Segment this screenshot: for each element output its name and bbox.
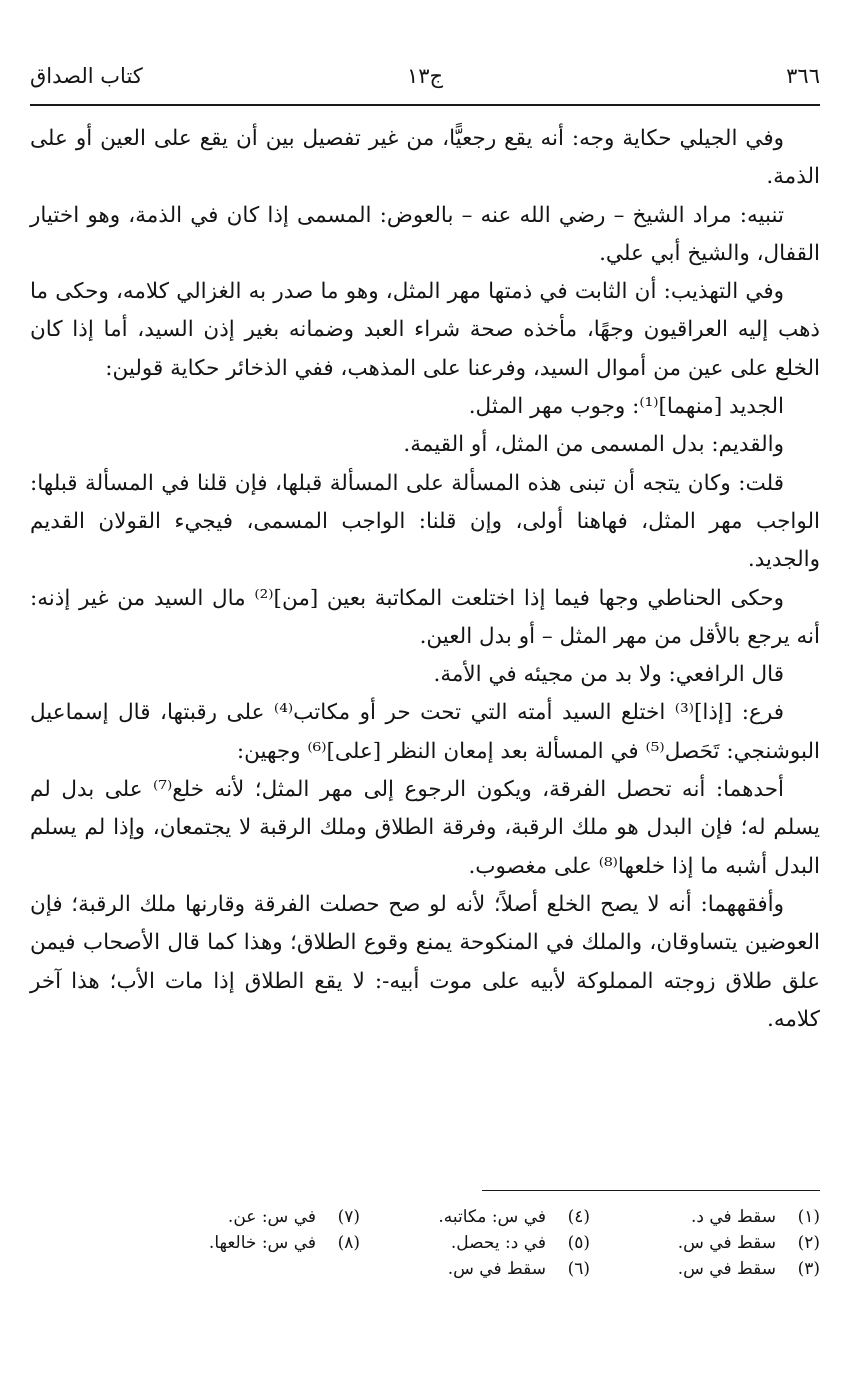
paragraph: وأفقههما: أنه لا يصح الخلع أصلاً؛ لأنه لو صح حصلت الفرقة وقارنها ملك الرقبة؛ فإن العوضين يتساوقان، والملك في المنكوحة يمنع وقوع الطلاق؛ وهذا كما قال الأصحاب فيمن علق طلاق زوجته المملوكة لأبيه على موت أبيه-: لا يقع الطلاق إذا مات الأب؛ هذا آخر كلامه. — [30, 891, 820, 1032]
main-text — [30, 120, 820, 1039]
paragraph: فرع: [إذا]⁽³⁾ اختلع السيد أمته التي تحت حر أو مكاتب⁽⁴⁾ على رقبتها، قال إسماعيل البوشنجي: تَحَصل⁽⁵⁾ في المسألة بعد إمعان النظر [على]⁽⁶⁾ وجهين: — [30, 700, 820, 764]
page-header — [30, 64, 820, 98]
footnote-rule — [482, 1190, 820, 1191]
footnote-column — [360, 1204, 590, 1282]
paragraph: الجديد [منهما]⁽¹⁾: وجوب مهر المثل. — [468, 394, 784, 420]
footnote — [360, 1204, 590, 1230]
footnote-text: في س: عن. — [227, 1207, 316, 1227]
footnote-text: في د: يحصل. — [450, 1233, 546, 1253]
paragraph: وفي التهذيب: أن الثابت في ذمتها مهر المثل، وهو ما صدر به الغزالي كلامه، وحكى ما ذهب إليه العراقيون وجهًا، مأخذه صحة شراء العبد وضمانه بغير إذن السيد، أما إذا كان الخلع على عين من أموال السيد، وفرعنا على المذهب، ففي الذخائر حكاية قولين: — [30, 279, 820, 381]
footnote-text: سقط في س. — [447, 1259, 546, 1279]
footnote-text: سقط في س. — [677, 1233, 776, 1253]
volume-number: ج١٣ — [406, 64, 444, 88]
footnote-number: (٥) — [567, 1233, 590, 1253]
book-title: كتاب الصداق — [30, 64, 143, 88]
paragraph: والقديم: بدل المسمى من المثل، أو القيمة. — [403, 432, 784, 458]
footnote — [590, 1230, 820, 1256]
footnote-number: (٧) — [337, 1207, 360, 1227]
footnote-text: في س: مكاتبه. — [438, 1207, 546, 1227]
footnote-column — [590, 1204, 820, 1282]
footnote-number: (٣) — [797, 1259, 820, 1279]
footnote — [360, 1256, 590, 1282]
footnote — [590, 1204, 820, 1230]
footnote-number: (٨) — [337, 1233, 360, 1253]
header-rule — [30, 104, 820, 106]
footnote-number: (٦) — [567, 1259, 590, 1279]
footnote-number: (٢) — [797, 1233, 820, 1253]
paragraph: قال الرافعي: ولا بد من مجيئه في الأمة. — [433, 662, 784, 688]
footnote — [130, 1204, 360, 1230]
paragraph: وفي الجيلي حكاية وجه: أنه يقع رجعيًّا، من غير تفصيل بين أن يقع على العين أو على الذمة. — [30, 126, 820, 190]
footnote-number: (٤) — [567, 1207, 590, 1227]
footnote-text: سقط في س. — [677, 1259, 776, 1279]
footnote-column — [130, 1204, 360, 1256]
footnote-number: (١) — [797, 1207, 820, 1227]
footnote-text: في س: خالعها. — [208, 1233, 316, 1253]
footnote — [590, 1256, 820, 1282]
footnote — [130, 1230, 360, 1256]
paragraph: أحدهما: أنه تحصل الفرقة، ويكون الرجوع إلى مهر المثل؛ لأنه خلع⁽⁷⁾ على بدل لم يسلم له؛ فإن البدل هو ملك الرقبة، وفرقة الطلاق وملك الرقبة لا يجتمعان، وإذا لم يسلم البدل أشبه ما إذا خلعها⁽⁸⁾ على مغصوب. — [30, 777, 820, 879]
paragraph: قلت: وكان يتجه أن تبنى هذه المسألة على المسألة قبلها، فإن قلنا في المسألة قبلها: الواجب مهر المثل، فهاهنا أولى، وإن قلنا: الواجب المسمى، فيجيء القولان القديم والجديد. — [30, 470, 820, 573]
paragraph: وحكى الحناطي وجها فيما إذا اختلعت المكاتبة بعين [من]⁽²⁾ مال السيد من غير إذنه: أنه يرجع بالأقل من مهر المثل – أو بدل العين. — [30, 585, 820, 649]
footnote — [360, 1230, 590, 1256]
footnote-text: سقط في د. — [690, 1207, 776, 1227]
paragraph: تنبيه: مراد الشيخ – رضي الله عنه – بالعوض: المسمى إذا كان في الذمة، وهو اختيار القفال، والشيخ أبي علي. — [30, 202, 820, 266]
page-number: ٣٦٦ — [786, 64, 820, 88]
